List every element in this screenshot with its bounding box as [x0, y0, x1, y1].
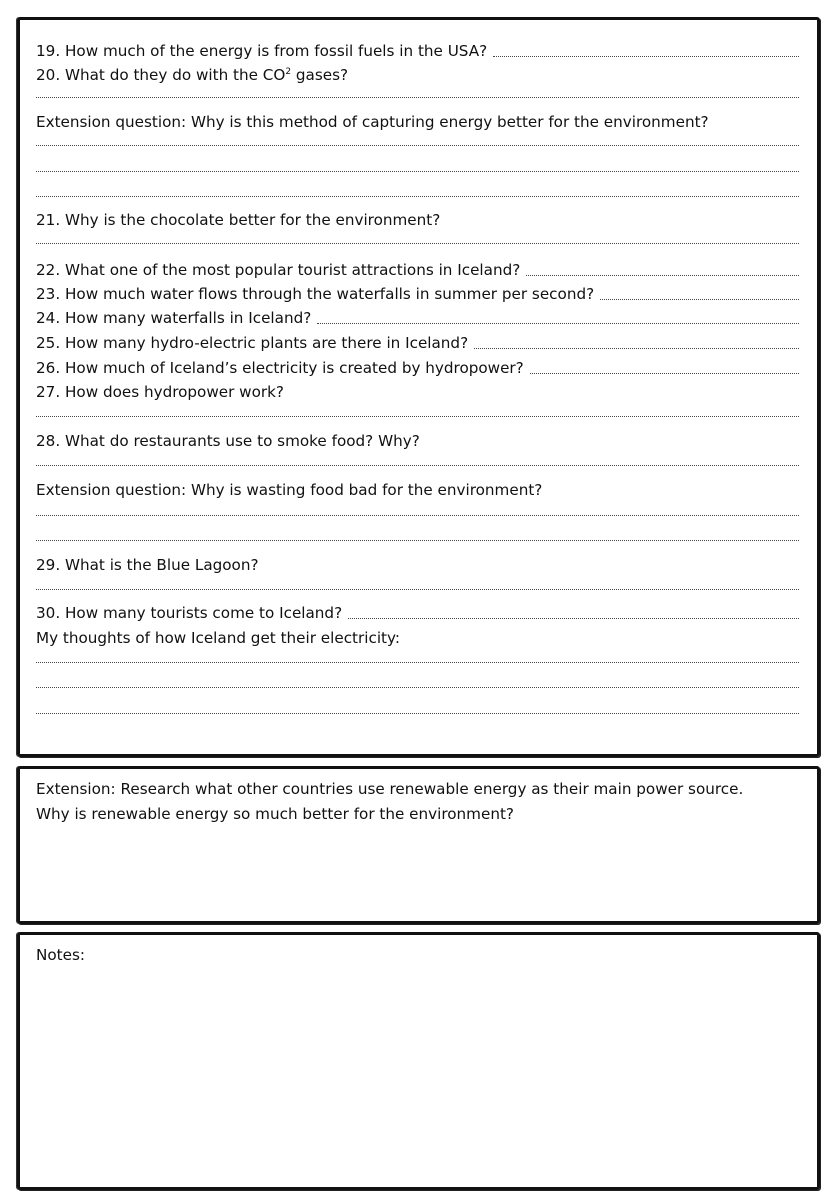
question-28-text: 28. What do restaurants use to smoke food? Why? [36, 432, 420, 450]
question-29 [36, 551, 799, 575]
answer-line[interactable] [600, 299, 799, 300]
answer-line[interactable] [36, 589, 799, 590]
questions-box [17, 17, 820, 757]
question-25 [36, 329, 799, 353]
question-19-text: 19. How much of the energy is from fossil fuels in the USA? [36, 42, 488, 60]
question-20-text: 20. What do they do with the $CO^2$ gases? [36, 66, 349, 84]
question-24 [36, 304, 799, 328]
question-20 [36, 61, 799, 85]
answer-line[interactable] [36, 196, 799, 197]
answer-line[interactable] [36, 687, 799, 688]
question-21 [36, 206, 799, 230]
question-25-text: 25. How many hydro-electric plants are there in Iceland? [36, 334, 469, 352]
extension-question-1 [36, 108, 799, 132]
extension-line-1: Extension: Research what other countries use renewable energy as their main power source. [36, 780, 744, 798]
answer-line[interactable] [36, 97, 799, 98]
answer-line[interactable] [36, 465, 799, 466]
question-26-text: 26. How much of Iceland’s electricity is created by hydropower? [36, 359, 524, 377]
question-30 [36, 599, 799, 623]
question-30-text: 30. How many tourists come to Iceland? [36, 604, 343, 622]
question-19 [36, 37, 799, 61]
answer-line[interactable] [36, 145, 799, 146]
notes-label: Notes: [36, 946, 85, 964]
question-23-text: 23. How much water flows through the waterfalls in summer per second? [36, 285, 595, 303]
answer-line[interactable] [36, 171, 799, 172]
extension-question-1-text: Extension question: Why is this method of capturing energy better for the environment? [36, 113, 709, 131]
answer-line[interactable] [474, 348, 799, 349]
question-22 [36, 256, 799, 280]
extension-line-2: Why is renewable energy so much better for the environment? [36, 805, 514, 823]
answer-line[interactable] [493, 56, 799, 57]
answer-line[interactable] [36, 416, 799, 417]
question-26 [36, 354, 799, 378]
answer-line[interactable] [36, 713, 799, 714]
question-29-text: 29. What is the Blue Lagoon? [36, 556, 259, 574]
thoughts-prompt-text: My thoughts of how Iceland get their electricity: [36, 629, 400, 647]
notes-box[interactable] [17, 932, 820, 1190]
question-27-text: 27. How does hydropower work? [36, 383, 284, 401]
question-23 [36, 280, 799, 304]
question-21-text: 21. Why is the chocolate better for the environment? [36, 211, 441, 229]
answer-line[interactable] [36, 662, 799, 663]
answer-line[interactable] [530, 373, 799, 374]
question-27 [36, 378, 799, 402]
answer-line[interactable] [36, 540, 799, 541]
answer-line[interactable] [348, 618, 799, 619]
question-22-text: 22. What one of the most popular tourist attractions in Iceland? [36, 261, 521, 279]
answer-line[interactable] [317, 323, 799, 324]
extension-question-2 [36, 476, 799, 500]
extension-question-2-text: Extension question: Why is wasting food bad for the environment? [36, 481, 543, 499]
answer-line[interactable] [36, 243, 799, 244]
answer-line[interactable] [36, 515, 799, 516]
question-28 [36, 427, 799, 451]
question-24-text: 24. How many waterfalls in Iceland? [36, 309, 312, 327]
thoughts-prompt [36, 624, 799, 648]
extension-box[interactable] [17, 766, 820, 924]
answer-line[interactable] [526, 275, 799, 276]
